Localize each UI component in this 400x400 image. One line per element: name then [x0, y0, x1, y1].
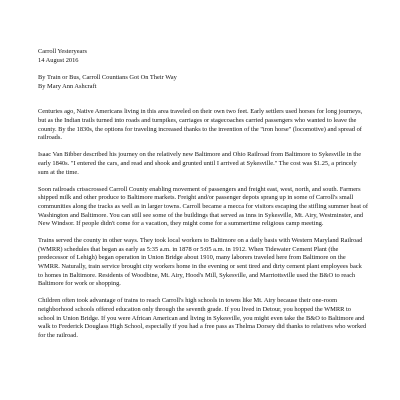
body-paragraph: Soon railroads crisscrossed Carroll County enabling movement of passengers and freight east, west, north, and south. Farmers shipped milk and other produce to Baltimore markets. Freight and/or passenger depots sprang up in some of Carroll's small communities along the tracks as well as in larger towns. Carroll became a mecca for visitors escaping the stifling summer heat of Washington and Baltimore. You can still see some of the buildings that served as inns in Sykesville, Mt. Airy, Westminster, and New Windsor. If people didn't come for a vacation, they might come for a summertime religious camp meeting.: [38, 185, 368, 228]
article-date: 14 August 2016: [38, 56, 79, 64]
document-page: [38, 48, 368, 340]
column-name: Carroll Yesteryears: [38, 48, 87, 55]
title-block: [38, 74, 368, 91]
body-paragraph: Trains served the county in other ways. They took local workers to Baltimore on a daily basis with Western Maryland Railroad (WMRR) schedules that began as early as 5:35 a.m. in 1878 or 5:05 a.m. in 1912. When Tidewater Cement Plant (the predecessor of Lehigh) began operation in Union Bridge about 1910, many laborers traveled here from Baltimore on the WMRR. Naturally, train service brought city workers home in the evening or sent tired and dirty cement plant employees back to homes in Baltimore. Residents of Woodbine, Mt. Airy, Hood's Mill, Sykesville, and Marriottsville used the B&O to reach Baltimore for work or shopping.: [38, 237, 363, 288]
body-paragraph: Children often took advantage of trains to reach Carroll's high schools in towns like Mt. Airy because their one-room neighborhood schools offered education only through the seventh grade. If you lived in Detour, you hopped the WMRR to school in Union Bridge. If you were African American and living in Sykesville, you might even take the B&O to Baltimore and walk to Frederick Douglass High School, especially if you had a free pass as Thelma Dorsey did thanks to relatives who worked for the railroad.: [38, 297, 367, 339]
article-title: By Train or Bus, Carroll Countians Got On Their Way: [38, 74, 177, 82]
body-paragraph: Centuries ago, Native Americans living in this area traveled on their own two feet. Early settlers used horses for long journeys, but as the Indian trails turned into roads and turnpikes, carriages or stagecoaches carried passengers who wanted to leave the county. By the 1830s, the options for traveling increased thanks to the invention of the "iron horse" (locomotive) and spread of railroads.: [38, 108, 363, 142]
body-paragraph: Isaac Van Bibber described his journey on the relatively new Baltimore and Ohio Railroad from Baltimore to Sykesville in the early 1840s. "I entered the cars, and read and shook and grunted until I arrived at Sykesville." The cost was $1.25, a princely sum at the time.: [38, 151, 362, 176]
article-byline: By Mary Ann Ashcraft: [38, 82, 97, 90]
